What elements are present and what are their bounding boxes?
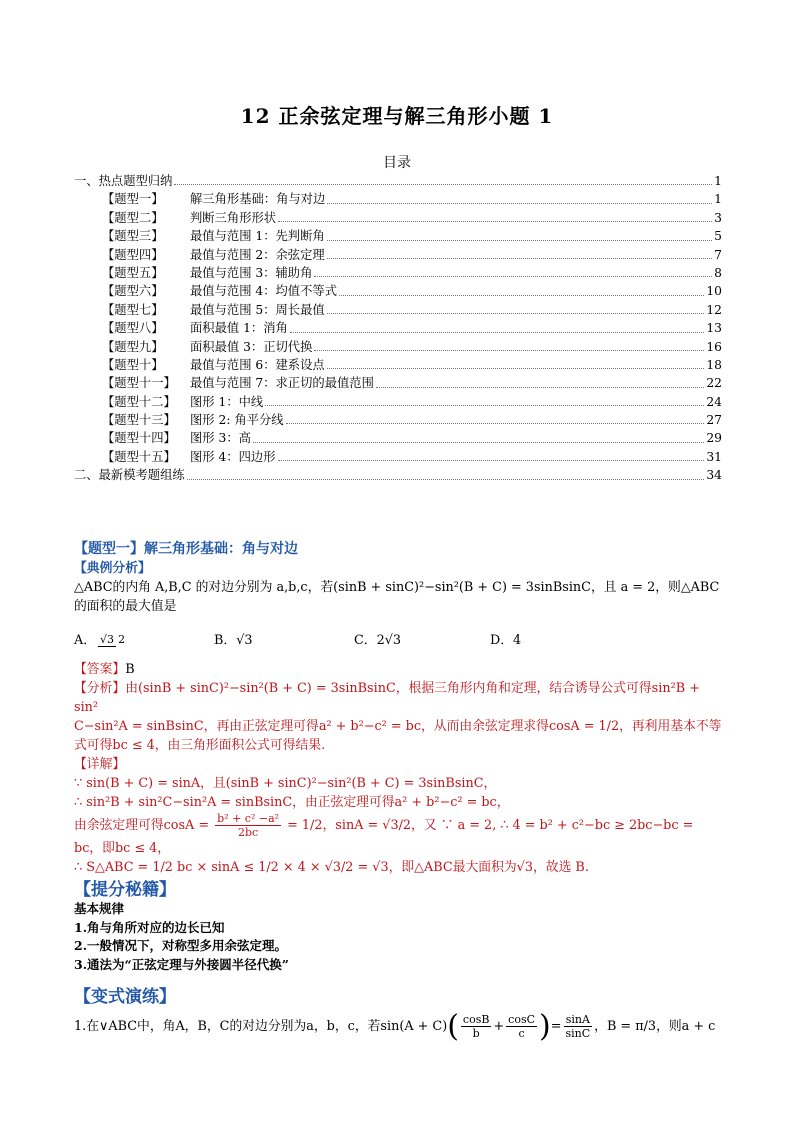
toc-entry[interactable]: [74, 338, 722, 356]
toc-leader-dots: [290, 332, 705, 333]
toc-leader-dots: [174, 184, 712, 185]
toc-leader-dots: [327, 368, 705, 369]
toc-entry-tag: 【题型十二】: [102, 394, 176, 409]
toc-entry-tag: 【题型五】: [102, 265, 164, 280]
toc-entry-tag: 【题型四】: [102, 247, 164, 262]
toc-entry-text: 面积最值 1：消角: [190, 321, 288, 336]
detail-line-4: ∴ S△ABC = 1/2 bc × sinA ≤ 1/2 × 4 × √3/2 = √3，即△ABC最大面积为√3，故选 B.: [74, 860, 589, 875]
table-of-contents: [74, 172, 722, 485]
toc-entry-tag: 【题型十一】: [102, 376, 176, 391]
document-title: 12 正余弦定理与解三角形小题 1: [240, 104, 554, 128]
problem-line-1: △ABC的内角 A,B,C 的对边分别为 a,b,c，若(sinB + sinC)²−sin²(B + C) = 3sinBsinC，且 a = 2，则△ABC: [74, 580, 720, 595]
section-heading: 【题型一】解三角形基础：角与对边: [74, 541, 298, 557]
toc-page-number: 5: [714, 229, 722, 244]
practice-heading: 【变式演练】: [74, 987, 176, 1007]
practice-question-1: 1.在∨ABC中，角A，B，C的对边分别为a，b，c，若sin(A + C)( $\frac{\cos B}{b}$ + $\frac{\cos C}{c}$ )= $\frac{\sin A}{\sin C}$ ，B = π/3，则a + c: [74, 1009, 716, 1044]
toc-leader-dots: [339, 295, 704, 296]
toc-entry[interactable]: [74, 264, 722, 282]
toc-entry[interactable]: [74, 172, 722, 190]
toc-leader-dots: [314, 276, 712, 277]
toc-entry[interactable]: [74, 301, 722, 319]
toc-page-number: 22: [706, 376, 722, 391]
toc-entry[interactable]: [74, 466, 722, 484]
toc-entry-tag: 【题型二】: [102, 210, 164, 225]
toc-leader-dots: [253, 442, 704, 443]
analysis-line-1: 由(sinB + sinC)²−sin²(B + C) = 3sinBsinC，根据三角形内角和定理，结合诱导公式可得sin²B + sin²: [74, 681, 700, 715]
answer-options: [74, 620, 724, 660]
answer-value: B: [125, 662, 135, 677]
toc-leader-dots: [327, 313, 705, 314]
toc-page-number: 3: [714, 210, 722, 225]
toc-entry-tag: 【题型十四】: [102, 431, 176, 446]
toc-entry-tag: 二、最新模考题组练: [74, 468, 185, 483]
toc-leader-dots: [376, 387, 704, 388]
toc-entry[interactable]: [74, 282, 722, 300]
toc-leader-dots: [265, 405, 704, 406]
toc-entry-text: 判断三角形形状: [190, 210, 277, 225]
toc-entry-tag: 【题型八】: [102, 321, 164, 336]
toc-entry[interactable]: [74, 209, 722, 227]
rules-title: 基本规律: [74, 901, 125, 916]
analysis-block: [74, 679, 724, 755]
toc-page-number: 16: [706, 339, 722, 354]
toc-entry-text: 面积最值 3：正切代换: [190, 339, 313, 354]
answer-line: [74, 660, 724, 679]
toc-leader-dots: [187, 479, 705, 480]
toc-entry[interactable]: [74, 374, 722, 392]
toc-entry-text: 解三角形基础：角与对边: [190, 192, 326, 207]
toc-page-number: 8: [714, 265, 722, 280]
toc-entry[interactable]: [74, 448, 722, 466]
toc-entry[interactable]: [74, 227, 722, 245]
toc-entry[interactable]: [74, 393, 722, 411]
toc-page-number: 7: [714, 247, 722, 262]
toc-entry-text: 最值与范围 2：余弦定理: [190, 247, 325, 262]
option-c: C．2√3: [354, 632, 402, 648]
toc-entry-text: 图形 3：高: [190, 431, 251, 446]
toc-leader-dots: [278, 460, 705, 461]
toc-entry[interactable]: [74, 190, 722, 208]
toc-entry-text: 图形 2: 角平分线: [190, 413, 284, 428]
toc-entry[interactable]: [74, 411, 722, 429]
toc-entry[interactable]: [74, 319, 722, 337]
detail-block: [74, 755, 724, 877]
toc-page-number: 24: [706, 394, 722, 409]
option-a-fraction: √3 2: [100, 633, 126, 646]
toc-entry-tag: 【题型十五】: [102, 449, 176, 464]
analysis-line-3: 式可得bc ≤ 4，由三角形面积公式可得结果.: [74, 738, 326, 753]
toc-page-number: 1: [714, 192, 722, 207]
toc-leader-dots: [327, 258, 712, 259]
option-a: A． √3 2: [74, 632, 126, 648]
analysis-label: 【分析】: [74, 681, 126, 696]
problem-line-2: 的面积的最大值是: [74, 599, 177, 614]
toc-page-number: 12: [706, 302, 722, 317]
toc-entry-text: 最值与范围 3：辅助角: [190, 265, 313, 280]
toc-leader-dots: [327, 240, 712, 241]
rule-item: 3.通法为“正弦定理与外接圆半径代换”: [74, 956, 289, 972]
toc-page-number: 27: [706, 413, 722, 428]
toc-entry-text: 最值与范围 4：均值不等式: [190, 284, 337, 299]
toc-entry[interactable]: [74, 356, 722, 374]
tips-heading: 【提分秘籍】: [74, 880, 176, 900]
toc-leader-dots: [278, 221, 712, 222]
answer-label: 【答案】: [74, 662, 126, 677]
cos-fraction: $\frac{\text{b² + c² −a²}}{2bc}$: [217, 812, 280, 839]
toc-page-number: 29: [706, 431, 722, 446]
toc-entry-tag: 【题型六】: [102, 284, 164, 299]
toc-entry-tag: 【题型一】: [102, 192, 164, 207]
toc-entry-text: 最值与范围 5：周长最值: [190, 302, 325, 317]
option-d: D．4: [490, 632, 522, 648]
toc-entry-text: 最值与范围 7：求正切的最值范围: [190, 376, 374, 391]
rule-item: 2.一般情况下，对称型多用余弦定理。: [74, 938, 288, 953]
analysis-line-2: C−sin²A = sinBsinC，再由正弦定理可得a² + b²−c² = bc，从而由余弦定理求得cosA = 1/2，再利用基本不等: [74, 719, 722, 734]
toc-entry-tag: 【题型十三】: [102, 413, 176, 428]
toc-entry[interactable]: [74, 246, 722, 264]
toc-entry-tag: 【题型三】: [102, 229, 164, 244]
option-b: B．√3: [214, 632, 253, 648]
example-label: 【典例分析】: [74, 561, 151, 576]
toc-heading: 目录: [383, 155, 411, 171]
detail-label: 【详解】: [74, 757, 126, 772]
toc-page-number: 13: [706, 321, 722, 336]
toc-entry-tag: 【题型九】: [102, 339, 164, 354]
toc-entry-text: 图形 1：中线: [190, 394, 264, 409]
detail-line-1: ∵ sin(B + C) = sinA，且(sinB + sinC)²−sin²(B + C) = 3sinBsinC，: [74, 776, 497, 791]
toc-leader-dots: [314, 350, 704, 351]
toc-page-number: 31: [706, 449, 722, 464]
rule-item: 1.角与角所对应的边长已知: [74, 919, 225, 935]
toc-entry-text: 最值与范围 1：先判断角: [190, 229, 325, 244]
toc-entry[interactable]: [74, 429, 722, 447]
toc-page-number: 10: [706, 284, 722, 299]
toc-entry-tag: 一、热点题型归纳: [74, 173, 173, 188]
toc-entry-text: 图形 4：四边形: [190, 449, 276, 464]
rules-block: [74, 900, 724, 974]
toc-leader-dots: [327, 203, 712, 204]
toc-leader-dots: [286, 423, 705, 424]
section-body: [74, 540, 724, 1044]
detail-line-3: 由余弦定理可得cosA = $\frac{\text{b² + c² −a²}}{2bc}$ = 1/2，sinA = √3/2，又 ∵ a = 2, ∴ 4 = b² + c²−bc ≥ 2bc−bc = bc，即bc ≤ 4，: [74, 812, 694, 856]
toc-entry-tag: 【题型十】: [102, 357, 164, 372]
toc-page-number: 18: [706, 357, 722, 372]
toc-page-number: 1: [714, 173, 722, 188]
toc-entry-text: 最值与范围 6：建系设点: [190, 357, 325, 372]
toc-entry-tag: 【题型七】: [102, 302, 164, 317]
toc-page-number: 34: [706, 468, 722, 483]
detail-line-2: ∴ sin²B + sin²C−sin²A = sinBsinC，由正弦定理可得a² + b²−c² = bc，: [74, 795, 510, 810]
